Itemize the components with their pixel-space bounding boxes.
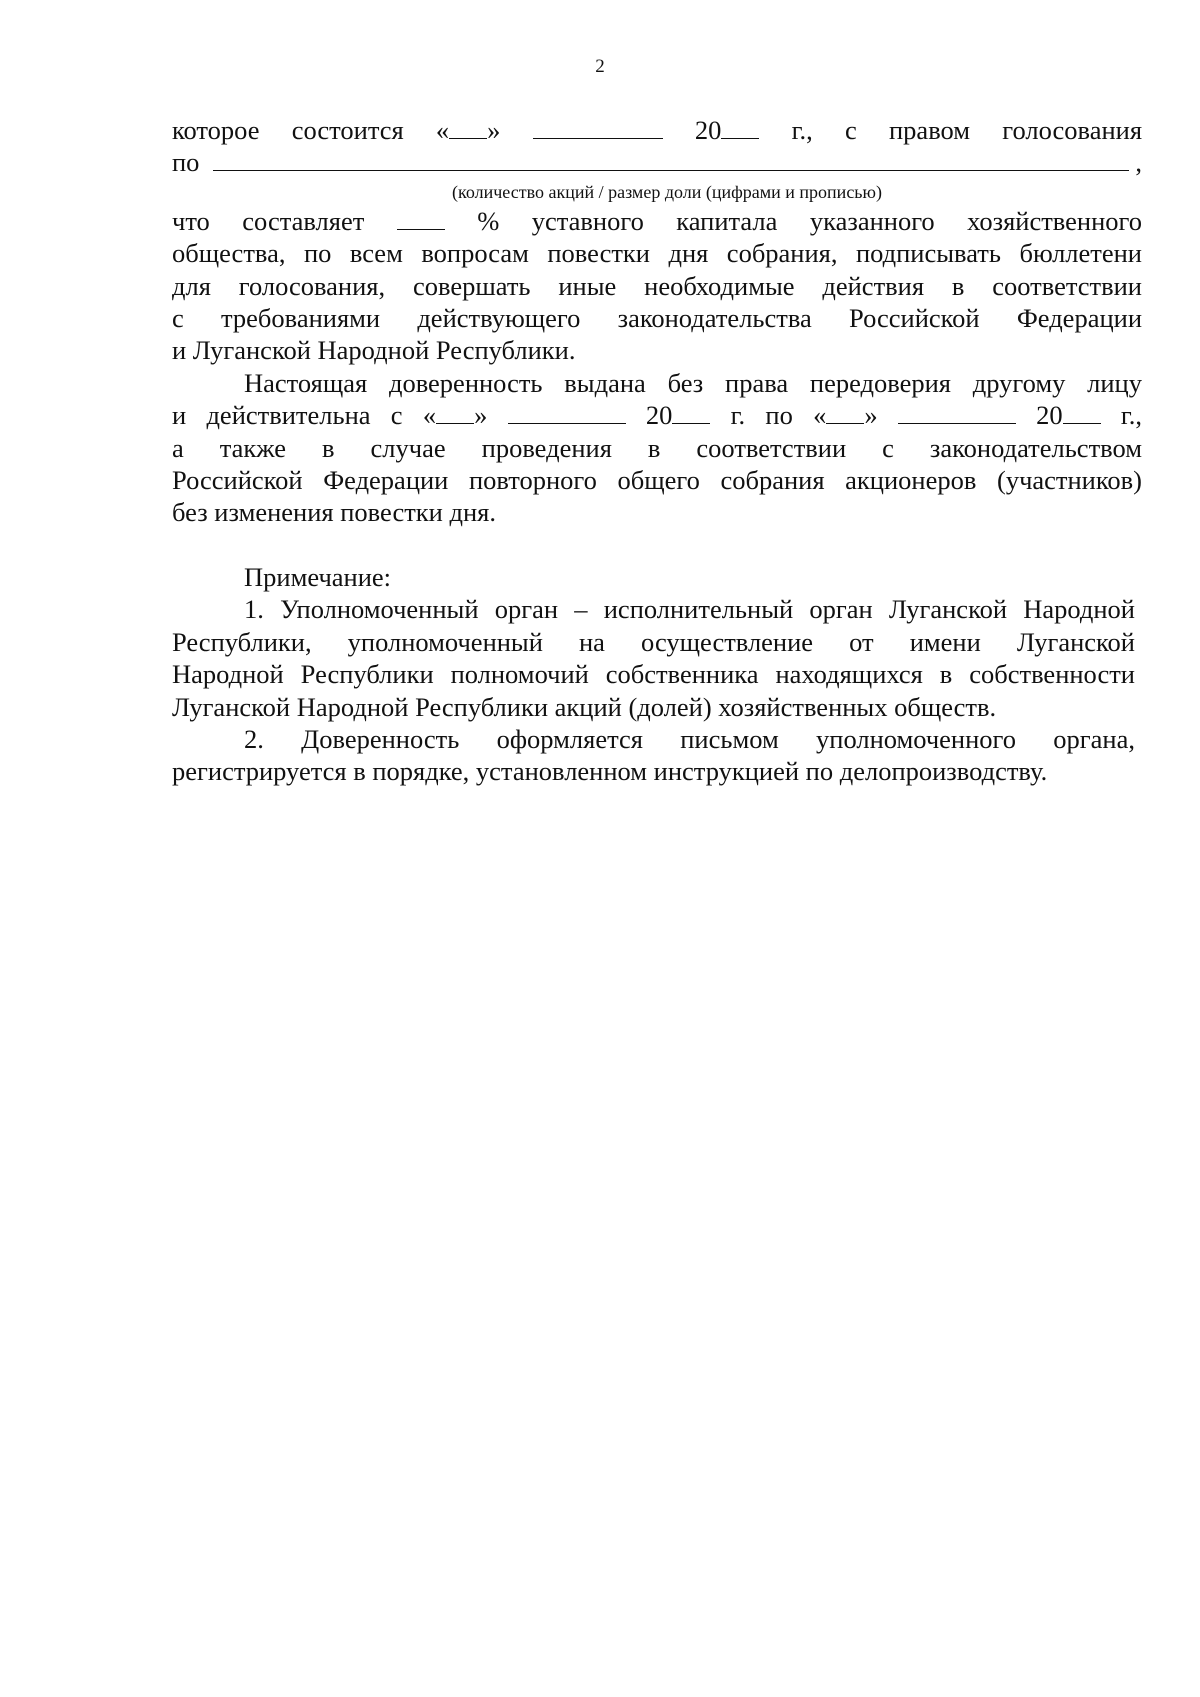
text-line	[172, 205, 1142, 237]
blank-shares-amount	[213, 148, 1129, 171]
text-word: г.,	[1120, 400, 1143, 431]
text-line	[172, 114, 1142, 146]
shares-line	[172, 146, 1142, 178]
document-body	[172, 114, 1142, 788]
text-word: составляет	[242, 205, 365, 236]
text-word: хозяйственного	[967, 205, 1142, 236]
text-line: общества, по всем вопросам повестки дня собрания, подписывать бюллетени	[172, 238, 1142, 269]
blank-day	[436, 401, 474, 424]
paragraph-validity	[172, 367, 1142, 529]
paragraph-voting-rights	[172, 114, 1142, 367]
text-word: голосования	[1002, 115, 1143, 145]
text-line: с требованиями действующего законодательства Российской Федерации	[172, 303, 1142, 334]
blank-month	[533, 116, 663, 139]
text-word: правом	[889, 115, 971, 145]
text-word: с	[390, 400, 403, 431]
date-year-field: 20	[695, 115, 760, 145]
text-punctuation: ,	[1135, 147, 1142, 178]
page-number: 2	[595, 56, 605, 77]
date-year-field: 20	[1036, 400, 1101, 430]
text-word: с	[845, 115, 857, 145]
text-line: регистрируется в порядке, установленном инструкцией по делопроизводству.	[172, 756, 1048, 787]
text-line: и Луганской Народной Республики.	[172, 335, 576, 366]
text-word: капитала	[676, 205, 778, 236]
text-word: г.,	[791, 115, 813, 145]
date-day-field: « »	[435, 115, 501, 145]
text-word: состоится	[291, 115, 404, 145]
text-line: а также в случае проведения в соответствии с законодательством	[172, 432, 1142, 463]
note-item-1	[172, 593, 1135, 723]
date-day-field: « »	[813, 400, 878, 431]
text-line: Настоящая доверенность выдана без права передоверия другому лицу	[244, 367, 1142, 398]
text-word: г.	[730, 400, 746, 431]
blank-year	[672, 401, 710, 424]
blank-percent	[397, 207, 445, 230]
paragraph-spacer	[172, 529, 1142, 561]
blank-month	[898, 401, 1016, 424]
text-line: Российской Федерации повторного общего собрания акционеров (участников)	[172, 465, 1142, 496]
date-day-field: « »	[422, 400, 488, 431]
blank-year	[1063, 401, 1101, 424]
text-line: 1. Уполномоченный орган – исполнительный орган Луганской Народной	[244, 594, 1135, 625]
text-line: Республики, уполномоченный на осуществление от имени Луганской	[172, 626, 1135, 657]
date-year-field: 20	[646, 400, 711, 430]
text-word: что	[172, 205, 210, 236]
blank-month	[508, 401, 626, 424]
text-word: которое	[172, 115, 260, 145]
notes-section	[172, 561, 1135, 788]
blank-day	[449, 116, 487, 139]
text-word: и	[172, 400, 187, 431]
text-line: Народной Республики полномочий собственника находящихся в собственности	[172, 659, 1135, 690]
text-line: 2. Доверенность оформляется письмом уполномоченного органа,	[244, 723, 1135, 754]
text-word: по	[765, 400, 793, 431]
blank-day	[826, 401, 864, 424]
notes-title: Примечание:	[244, 561, 392, 592]
percent-field: %	[397, 206, 500, 236]
text-line: для голосования, совершать иные необходимые действия в соответствии	[172, 270, 1142, 301]
field-caption: (количество акций / размер доли (цифрами и прописью)	[452, 181, 882, 202]
text-word: уставного	[531, 205, 644, 236]
text-word: указанного	[809, 205, 935, 236]
text-line: Луганской Народной Республики акций (долей) хозяйственных обществ.	[172, 691, 997, 722]
text-word: действительна	[206, 400, 371, 431]
text-line	[172, 399, 1142, 431]
text-line: без изменения повестки дня.	[172, 497, 496, 528]
note-item-2	[172, 723, 1135, 788]
blank-year	[721, 116, 759, 139]
text-word: по	[172, 147, 200, 178]
